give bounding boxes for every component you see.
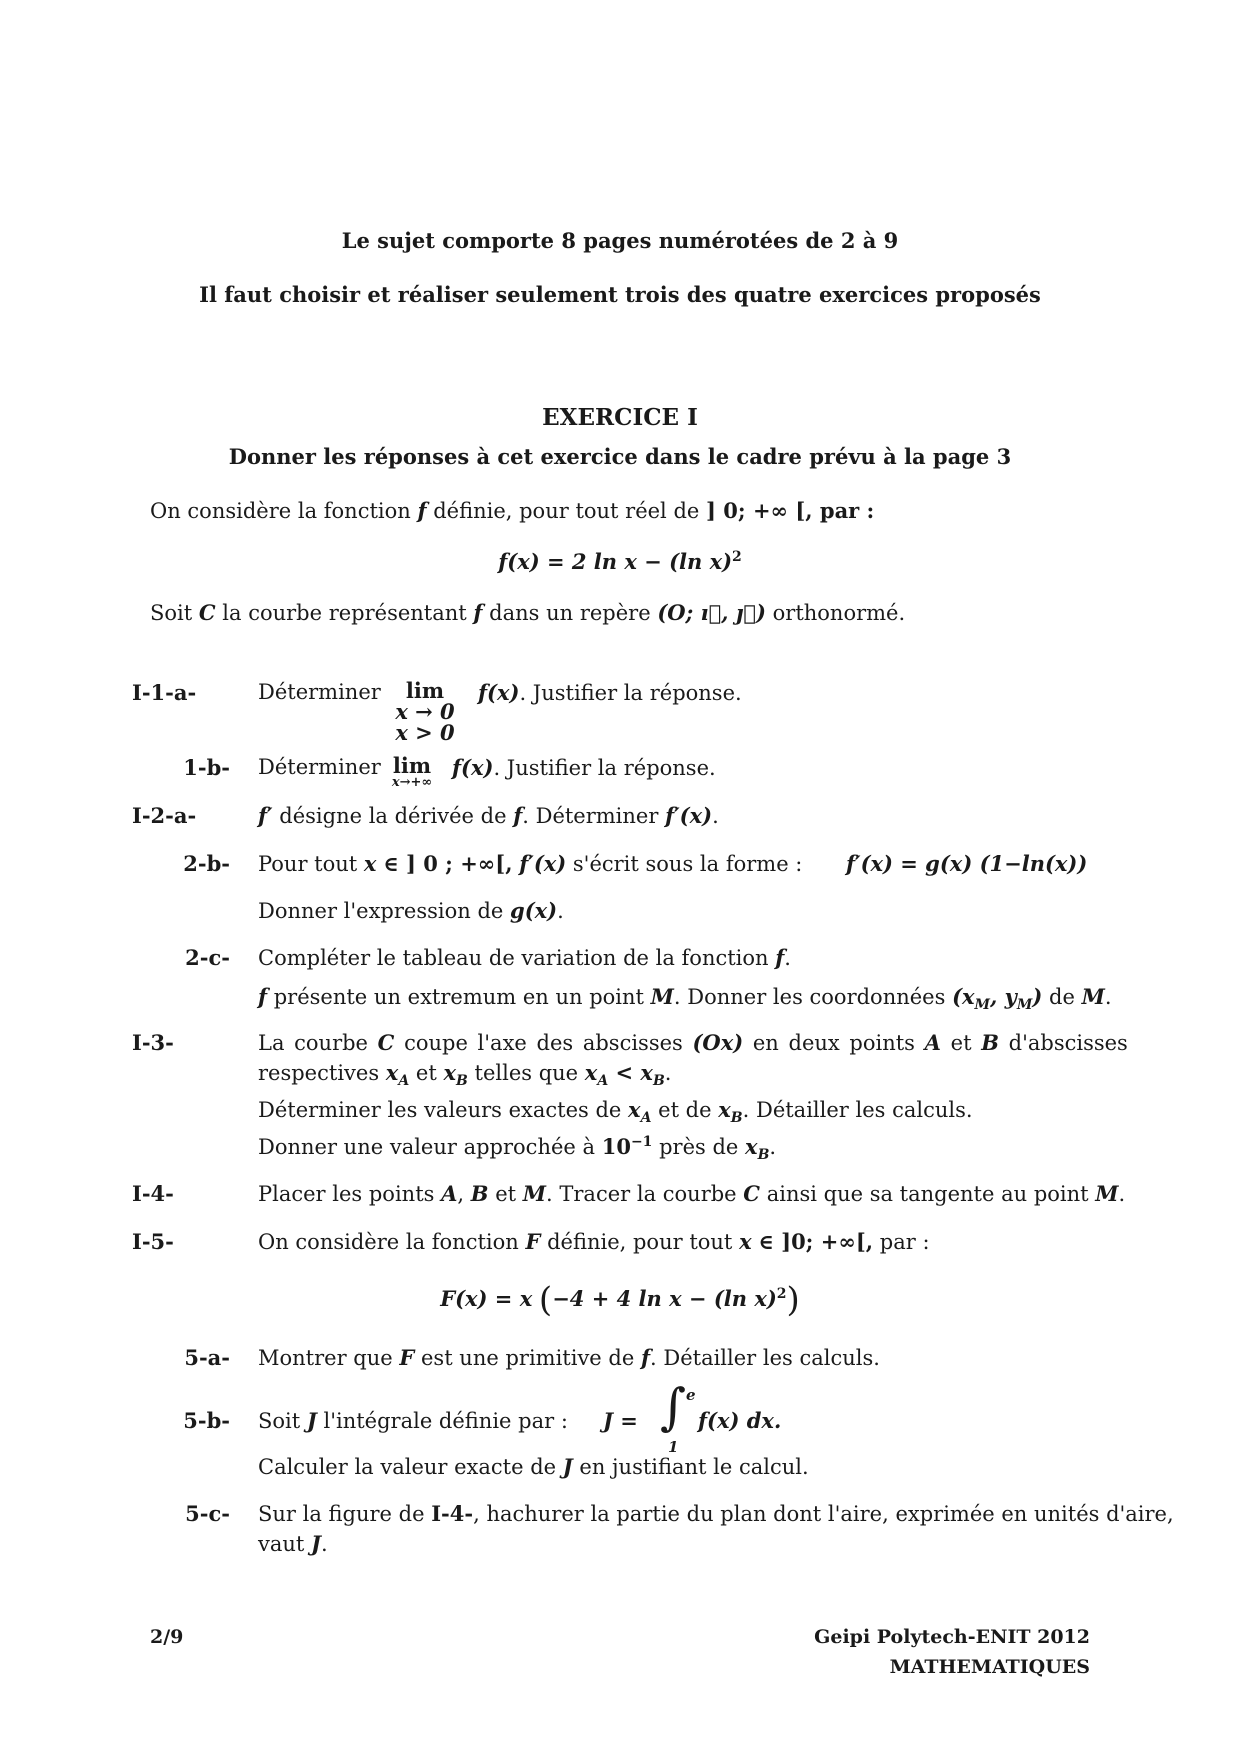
intro-line: On considère la fonction f définie, pour tout réel de ] 0; +∞ [, par : [150, 498, 875, 523]
q2a-label: I-2-a- [132, 803, 197, 828]
q1b-text-b: f(x). Justifier la réponse. [452, 755, 716, 780]
q5c-line1: Sur la figure de I-4-, hachurer la partie du plan dont l'aire, exprimée en unités d'aire, [258, 1501, 1174, 1526]
q2b-line1: Pour tout x ∈ ] 0 ; +∞[, f′(x) s'écrit sous la forme : [258, 851, 803, 876]
q1a-text-a: Déterminer [258, 680, 381, 704]
q5b-J-equals: J = [603, 1408, 638, 1433]
q5a-text: Montrer que F est une primitive de f. Détailler les calculs. [258, 1345, 880, 1370]
q1b-limit: lim x→+∞ [391, 753, 433, 790]
footer-exam: Geipi Polytech-ENIT 2012 [814, 1626, 1090, 1648]
exercise-instruction: Donner les réponses à cet exercice dans le cadre prévu à la page 3 [228, 444, 1012, 469]
q3-line1: La courbe C coupe l'axe des abscisses (Ox) en deux points A et B d'abscisses [258, 1030, 1128, 1055]
integral-upper: e [686, 1386, 696, 1404]
q5c-label: 5-c- [185, 1501, 230, 1526]
q1a-text-b: f(x). Justifier la réponse. [478, 680, 742, 705]
integral-sign: ∫ [660, 1378, 687, 1436]
q2b-line2: Donner l'expression de g(x). [258, 898, 564, 923]
header-line-1: Le sujet comporte 8 pages numérotées de 2 à 9 [341, 228, 899, 253]
q2b-formula: f′(x) = g(x) (1−ln(x)) [846, 851, 1088, 876]
q3-line3: Déterminer les valeurs exactes de $x_A$ et de $x_B$. Détailler les calculs. [258, 1097, 973, 1127]
header-line-2: Il faut choisir et réaliser seulement trois des quatre exercices proposés [199, 282, 1041, 307]
formula-f: f(x) = 2 ln x − (ln x)$^2$ [498, 549, 742, 574]
q1a-label: I-1-a- [132, 680, 197, 705]
q1a-limit: lim x → 0 x > 0 [395, 678, 455, 745]
page-number: 2/9 [150, 1626, 184, 1648]
q2c-line2: f présente un extremum en un point M. Donner les coordonnées ($x_M$, $y_M$) de M. [258, 984, 1112, 1014]
q5-label: I-5- [132, 1229, 174, 1254]
q2c-line1: Compléter le tableau de variation de la fonction f. [258, 945, 791, 970]
footer-subject: MATHEMATIQUES [889, 1656, 1090, 1678]
q5b-integrand: f(x) dx. [698, 1408, 782, 1433]
integral-lower: 1 [668, 1438, 679, 1456]
q5b-label: 5-b- [183, 1408, 230, 1433]
q4-label: I-4- [132, 1181, 174, 1206]
q1b-label: 1-b- [183, 755, 230, 780]
q2a-text: f′ désigne la dérivée de f. Déterminer f′(x). [258, 803, 719, 828]
q2c-label: 2-c- [185, 945, 230, 970]
q5a-label: 5-a- [184, 1345, 230, 1370]
q5c-line2: vaut J. [258, 1531, 328, 1556]
q4-text: Placer les points A, B et M. Tracer la courbe C ainsi que sa tangente au point M. [258, 1181, 1126, 1206]
q5b-line2: Calculer la valeur exacte de J en justifiant le calcul. [258, 1454, 809, 1479]
exercise-title: EXERCICE I [542, 404, 698, 431]
q3-label: I-3- [132, 1030, 174, 1055]
q3-line4: Donner une valeur approchée à $10^{-1}$ près de $x_B$. [258, 1134, 777, 1164]
q1b-text-a: Déterminer [258, 755, 381, 779]
curve-line: Soit C la courbe représentant f dans un repère (O; ı⃗, ȷ⃗) orthonormé. [150, 600, 906, 625]
q2b-label: 2-b- [183, 851, 230, 876]
q5b-line1: Soit J l'intégrale définie par : [258, 1408, 568, 1433]
q3-line2: respectives $x_A$ et $x_B$ telles que $x_A < x_B$. [258, 1060, 672, 1090]
q5-text: On considère la fonction F définie, pour tout x ∈ ]0; +∞[, par : [258, 1229, 930, 1254]
formula-F: F(x) = x (−4 + 4 ln x − (ln x)$^2$) [440, 1280, 800, 1320]
